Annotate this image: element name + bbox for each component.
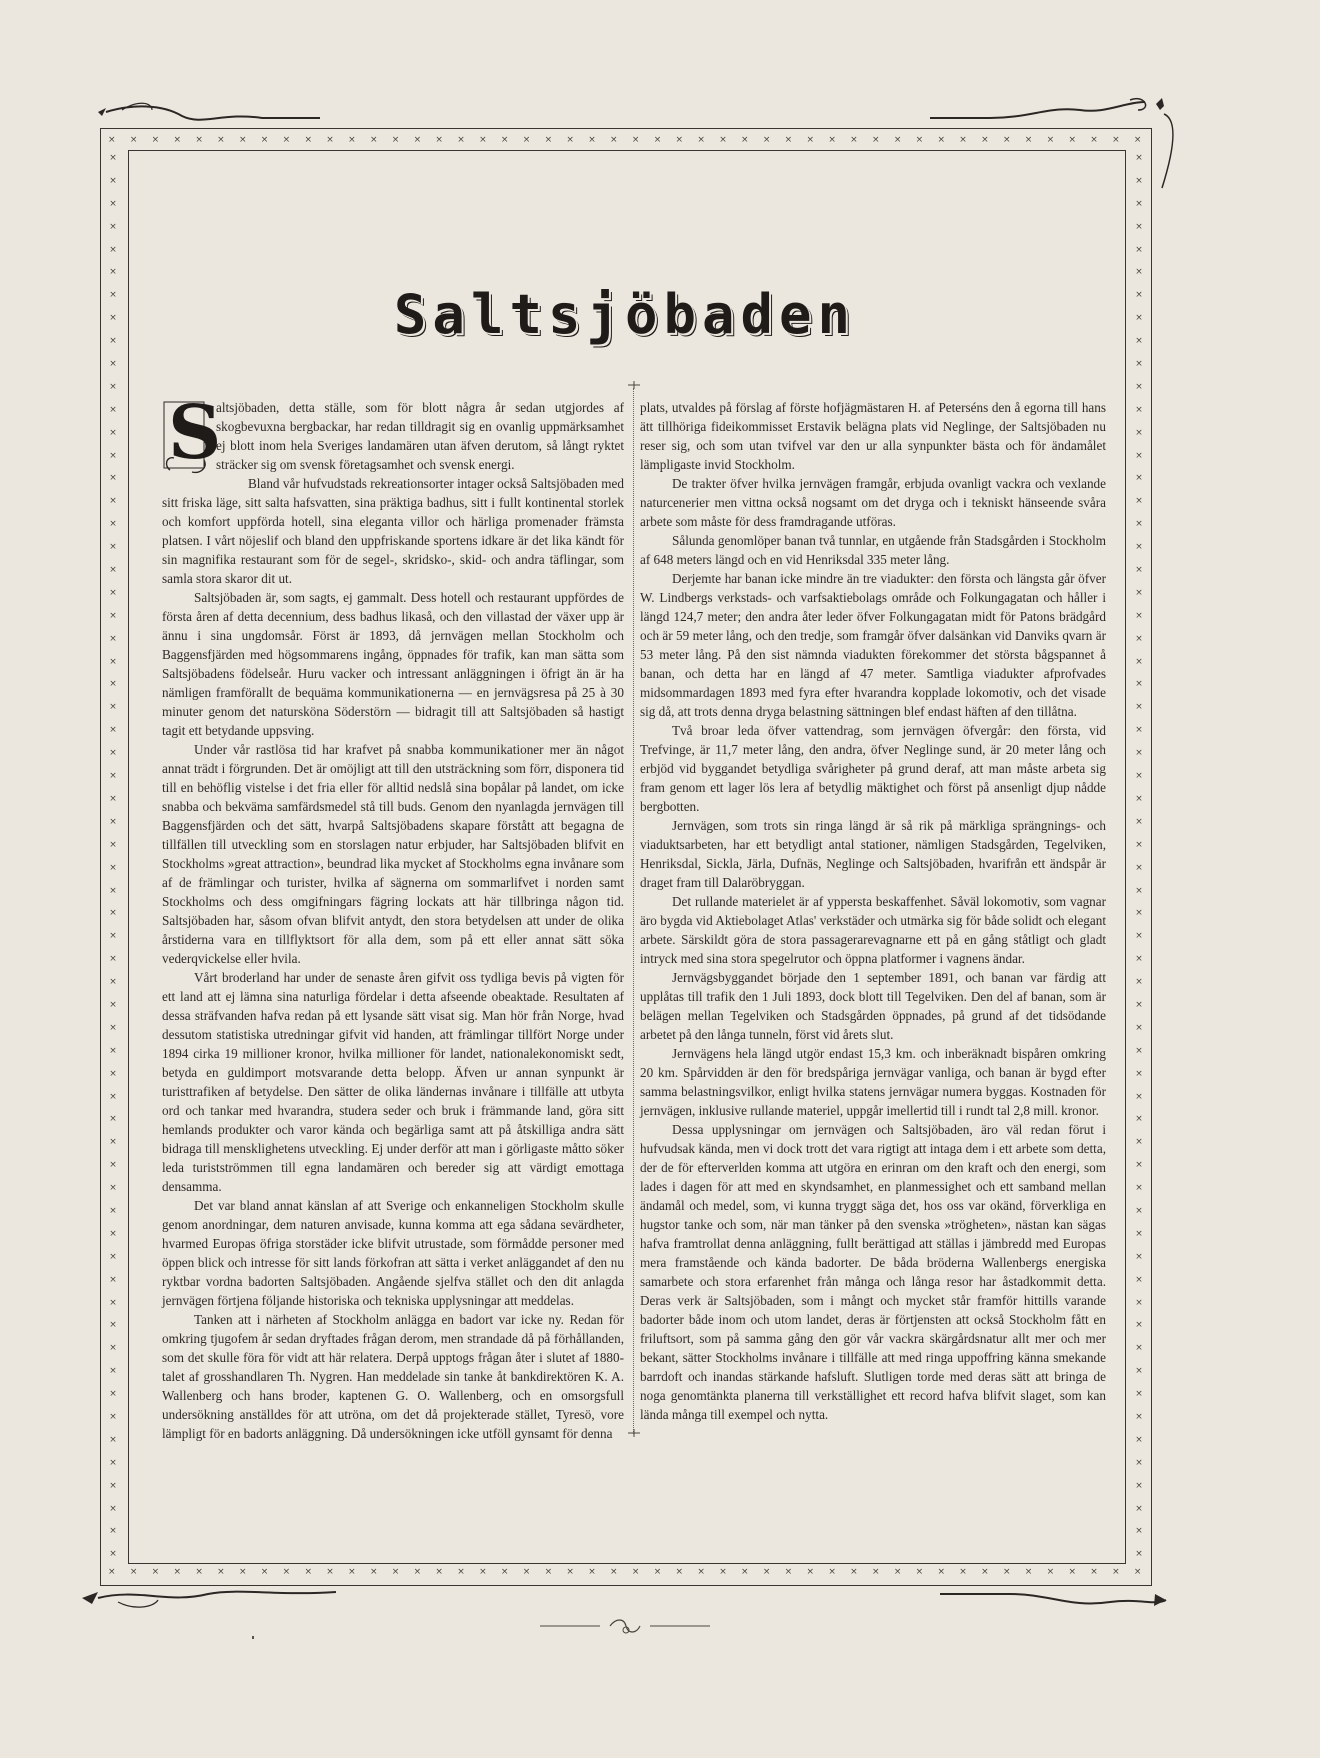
border-x-glyph: × [108,1567,116,1577]
border-x-glyph: × [1135,1411,1143,1422]
border-x-glyph: × [1090,1567,1098,1577]
border-x-glyph: × [1135,1183,1143,1194]
border-x-glyph: × [500,1567,509,1577]
border-x-glyph: × [109,175,117,186]
border-x-glyph: × [522,135,531,145]
border-x-glyph: × [326,1567,334,1577]
border-x-glyph: × [1133,1567,1142,1577]
border-x-glyph: × [610,135,618,145]
border-x-glyph: × [109,610,117,621]
border-x-glyph: × [653,135,662,145]
border-x-glyph: × [697,135,705,145]
border-x-glyph: × [1135,1457,1143,1468]
border-x-glyph: × [1135,885,1143,896]
paragraph: Jernvägens hela längd utgör endast 15,3 km. och inberäknadt bispåren omkring 20 km. Spårvidden är den för bredspåriga jernvägar vanliga, och banan är bygd efter samma belastningsvilkor, enligt hvilka statens jernvägar numera byggas. Kostnaden för jernvägen, inklusive rullande materiel, uppgår imellertid till i rundt tal 2,8 mill. kronor. [640,1046,1106,1118]
border-x-glyph: × [109,542,117,553]
paragraph: Det rullande materielet är af yppersta beskaffenhet. Såväl lokomotiv, som vagnar äro bygda vid Aktiebolaget Atlas' verkstäder och utmärka sig för både solidt och elegant arbete. Särskildt göra de stora passagerarevagnarne ett på en gång ståtligt och gladt intryck med sina stora spegelrutor och öppna platformer i vagnens ändar. [640,894,1106,966]
border-x-glyph: × [1135,1228,1143,1239]
border-x-glyph: × [348,135,356,145]
border-x-glyph: × [108,135,116,145]
border-x-glyph: × [1135,1526,1143,1537]
border-x-glyph: × [109,1228,117,1239]
border-x-glyph: × [1135,702,1143,713]
border-x-glyph: × [109,153,117,163]
border-x-glyph: × [109,519,117,530]
border-x-glyph: × [109,244,117,255]
border-x-glyph: × [1135,633,1143,644]
border-x-glyph: × [260,1567,269,1577]
border-x-glyph: × [1112,1567,1120,1577]
paragraph: Under vår rastlösa tid har krafvet på snabba kommunikationer mer än något annat trädt i förgrunden. Det är omöjligt att till den utsträckning som förr, disponera tid till en behöflig vistelse i det fria eller för alltid nedslå sina bopålar på landet, om icke snabba och bekväma samfärdsmedel stå till buds. Genom den nyanlagda jernvägen till Baggensfjärden och det sätt, hvarpå Saltsjöbadens skapare förstått att begagna de tillfällen till utveckling som en storslagen natur erbjuder, har Saltsjöbaden blifvit en Stockholms »great attraction», beundrad lika mycket af Stockholms egna invånare som af de främlingar och turister, hvilka af sägnerna om sommarlifvet i norden samt Stockholms och dess omgifningars fägring lockats att här tillbringa någon tid. Saltsjöbaden har, såsom ofvan blifvit antydt, den stora betydelsen att under de olika årstiderna vara en tillflyktsort för alla dem, som på ett eller annat sätt söka vederqvickelse eller hvila. [162,742,624,966]
paragraph: Bland vår hufvudstads rekreationsorter intager också Saltsjöbaden med sitt friska läge, sitt salta hafsvatten, sina präktiga badhus, sitt i fullt kontinental storlek och komfort uppförda hotell, sina eleganta villor och härliga promenader främsta platsen. I vårt nöjeslif och bland den uppfriskande sportens idkare är det lika kändt för sin magnifika restaurant som för de segel-, skridsko-, skid- och andra täflingar, som samla stora skaror dit ut. [162,476,624,586]
border-x-glyph: × [741,1567,749,1577]
border-x-glyph: × [1135,1503,1143,1514]
border-x-glyph: × [893,1567,902,1577]
border-x-glyph: × [109,313,117,324]
paragraph: Jernvägen, som trots sin ringa längd är så rik på märkliga sprängnings- och viaduktsarbeten, har ett betydligt antal stationer, nämligen Stadsgården, Tegelviken, Henriksdal, Sickla, Järla, Dufnäs, Neglinge och Saltsjöbaden, hvarifrån ett ändspår är draget fram till Dalaröbryggan. [640,818,1106,890]
border-x-glyph: × [109,1389,117,1400]
border-x-glyph: × [109,656,117,667]
border-x-glyph: × [588,135,596,145]
dropcap-letter: S [168,390,222,476]
border-x-glyph: × [391,1567,400,1577]
border-x-glyph: × [828,1567,836,1577]
border-x-glyph: × [109,450,117,461]
border-x-glyph: × [915,1567,924,1577]
border-x-glyph: × [1135,1205,1143,1216]
border-x-glyph: × [610,1567,618,1577]
border-x-glyph: × [1135,1022,1143,1033]
border-x-glyph: × [1135,221,1143,232]
border-x-glyph: × [217,135,225,145]
border-x-glyph: × [893,135,902,145]
border-x-glyph: × [1135,587,1143,598]
page-title: Saltsjöbaden [393,283,857,346]
border-x-glyph: × [1135,1251,1143,1262]
paragraph: plats, utvaldes på förslag af förste hofjägmästaren H. af Peterséns den å egorna till hans ätt tillhöriga fideikommisset Erstavik belägna plats vid Neglinge, der Saltsjöbaden nu reser sig, och som utan tvifvel var den ur alla synpunkter bästa och för ändamålet lämpligaste invid Stockholm. [640,400,1106,472]
border-x-glyph: × [282,135,291,145]
bottom-ornament [540,1614,710,1638]
border-x-glyph: × [109,885,117,896]
border-x-glyph: × [435,1567,443,1577]
border-x-glyph: × [282,1567,291,1577]
border-x-glyph: × [1135,1343,1143,1354]
dropcap-initial [162,390,222,476]
paragraph: De trakter öfver hvilka jernvägen framgår, erbjuda ovanligt vackra och vexlande naturcenerier men vittna också nogsamt om det dryga och i tekniskt hänseende svåra arbete som måste för dess framdragande utföras. [640,476,1106,529]
paragraph: Tanken att i närheten af Stockholm anlägga en badort var icke ny. Redan för omkring tjugofem år sedan dryftades frågan derom, men strandade då på förhållanden, som det skulle föra för vidt att här relatera. Derpå upptogs frågan åter i slutet af 1880-talet af grosshandlaren Th. Nygren. Han meddelade sin tanke åt bankdirektören K. A. Wallenberg och hans broder, kaptenen G. O. Wallenberg, och en omsorgsfull undersökning anställdes för att utröna, om det då projekterade stället, Tyresö, vore lämpligt för en badorts anläggning. Då undersökningen icke utföll gynsamt för denna [162,1312,624,1441]
border-x-glyph: × [566,1567,574,1577]
border-x-glyph: × [1135,748,1143,759]
border-pattern-right [1132,154,1146,1560]
border-x-glyph: × [1135,1320,1143,1331]
border-x-glyph: × [1135,359,1143,370]
border-x-glyph: × [631,135,640,145]
border-x-glyph: × [109,702,117,713]
border-x-glyph: × [1135,1434,1143,1445]
border-x-glyph: × [1135,839,1143,850]
border-x-glyph: × [109,1480,117,1491]
border-x-glyph: × [109,290,117,301]
border-x-glyph: × [129,1567,138,1577]
border-x-glyph: × [500,135,509,145]
border-x-glyph: × [588,1567,596,1577]
border-x-glyph: × [129,135,138,145]
border-x-glyph: × [850,135,858,145]
border-x-glyph: × [981,1567,989,1577]
paragraph: Dessa upplysningar om jernvägen och Saltsjöbaden, äro väl redan förut i hufvudsak kända, men vi dock trott det vara rigtigt att intaga dem i ett arbete som detta, der de för efterverlden komma att utgöra en erinran om den kraft och den energi, som lades i dagen för att med en skyndsamhet, en planmessighet och ett samband mellan ändamål och medel, som, vi kunna tryggt säga det, hos oss var okänd, förverkliga en hugstor tanke och som, när man tänker på den svenska »trögheten», nästan kan sägas hafva framtrollat denna anläggning, fullt berättigad att ställas i jämbredd med Europas mera framstående och kända badorter. De båda bröderna Wallenbergs energiska samarbete och stora erfarenhet från många och långa resor har åstadkommit detta. Deras verk är Saltsjöbaden, som i mångt och mycket står framför hittills varande badorter både inom och utom landet, deras är förtjensten att också Stockholm fått en friluftsort, som på samma gång den gör vår vackra skärgårdsnatur allt mer och mer bekant, sätter Stockholms invånare i tillfälle att med ringa uppoffring känna smekande barrdoft och inandas stärkande hafsluft. Slutligen torde med deras sätt att bringa de noga genomtänkta planerna till verkställighet ett record hafva blifvit slaget, som kan lända många till exempel och nytta. [640,1122,1106,1422]
border-x-glyph: × [304,135,312,145]
border-x-glyph: × [1135,519,1143,530]
border-x-glyph: × [1135,1091,1143,1102]
border-x-glyph: × [1135,427,1143,438]
border-x-glyph: × [109,1137,117,1148]
border-x-glyph: × [1135,175,1143,186]
border-x-glyph: × [937,1567,946,1577]
border-x-glyph: × [784,135,793,145]
border-x-glyph: × [109,473,117,484]
border-x-glyph: × [413,1567,422,1577]
border-x-glyph: × [109,839,117,850]
border-x-glyph: × [1135,542,1143,553]
border-x-glyph: × [109,1366,117,1377]
border-x-glyph: × [109,816,117,827]
border-x-glyph: × [479,1567,487,1577]
border-x-glyph: × [1135,1160,1143,1171]
border-x-glyph: × [1135,999,1143,1010]
border-x-glyph: × [109,1114,117,1125]
border-x-glyph: × [109,1205,117,1216]
paragraph: Det var bland annat känslan af att Sverige och enkanneligen Stockholm skulle genom anordningar, dem naturen anvisade, kunna komma att ega sådana sevärdheter, hvarmed Europas öfriga storstäder icke blifvit utrustade, som förmådde personer med öppen blick och intresse för sitt lands förkofran att sätta i verket anläggandet af den nu ryktbar vordna badorten Saltsjöbaden. Angående sjelfva stället och den dit anlagda jernvägen förtjena följande historiska och tekniska upplysningar att meddelas. [162,1198,624,1308]
border-x-glyph: × [109,565,117,576]
border-x-glyph: × [109,1160,117,1171]
border-x-glyph: × [1135,793,1143,804]
border-x-glyph: × [1046,1567,1055,1577]
border-x-glyph: × [544,1567,553,1577]
border-x-glyph: × [109,931,117,942]
border-x-glyph: × [1135,336,1143,347]
border-x-glyph: × [109,999,117,1010]
border-x-glyph: × [109,359,117,370]
border-x-glyph: × [195,135,203,145]
border-x-glyph: × [109,381,117,392]
divider-bottom-ornament [626,1428,642,1438]
border-x-glyph: × [109,1183,117,1194]
border-x-glyph: × [1046,135,1055,145]
border-x-glyph: × [109,1091,117,1102]
border-x-glyph: × [391,135,400,145]
border-x-glyph: × [762,1567,771,1577]
border-x-glyph: × [1135,153,1143,163]
border-x-glyph: × [109,1251,117,1262]
paragraph: Jernvägsbyggandet började den 1 september 1891, och banan var färdig att upplåtas till trafik den 1 Juli 1893, dock blott till Tegelviken. Den del af banan, som är belägen mellan Tegelviken och Stadsgården öppnades, på grund af det tidsödande arbetet på den långa tunneln, först vid årets slut. [640,970,1106,1042]
paragraph: Vårt broderland har under de senaste åren gifvit oss tydliga bevis på vigten för ett land att ej lämna sina naturliga fördelar i detta afseende obeaktade. Resultaten af dessa sträfvanden hafva redan på ett lysande sätt visat sig. Man hör från Norge, hvad dessutom statistiska utredningar gifvit vid handen, att främlingar tillfört Norge under 1894 cirka 19 millioner kronor, hvilka millioner för landet, nationalekonomiskt sedt, betyda en guldimport motsvarande detta belopp. Äfven ur annan synpunkt är turisttrafiken af betydelse. Den sätter de olika ländernas invånare i tillfälle att utbyta ord och tankar med hvarandra, studera seder och bruk i främmande land, göra sitt hemlands produkter och varor kända och begärliga samt att på åtskilliga andra sätt bidraga till mensklighetens utveckling. Ej under derför att man i görligaste måtto söker leda turistströmmen till egna landamären och bereder sig att värdigt emottaga densamma. [162,970,624,1194]
border-x-glyph: × [937,135,946,145]
border-x-glyph: × [981,135,989,145]
border-x-glyph: × [1135,610,1143,621]
border-x-glyph: × [1135,679,1143,690]
border-x-glyph: × [1135,473,1143,484]
border-x-glyph: × [457,1567,465,1577]
border-x-glyph: × [1135,450,1143,461]
border-x-glyph: × [109,1526,117,1537]
border-x-glyph: × [1135,244,1143,255]
border-x-glyph: × [1135,404,1143,415]
border-x-glyph: × [653,1567,662,1577]
border-x-glyph: × [109,679,117,690]
border-x-glyph: × [1068,1567,1076,1577]
border-x-glyph: × [109,862,117,873]
border-x-glyph: × [1135,1366,1143,1377]
column-divider [633,388,635,1434]
border-x-glyph: × [348,1567,356,1577]
border-x-glyph: × [173,135,182,145]
border-x-glyph: × [1135,725,1143,736]
border-x-glyph: × [1135,565,1143,576]
top-right-flourish [930,96,1170,130]
border-x-glyph: × [109,633,117,644]
border-x-glyph: × [1135,1114,1143,1125]
border-x-glyph: × [413,135,422,145]
border-x-glyph: × [1135,1389,1143,1400]
border-x-glyph: × [109,1411,117,1422]
border-x-glyph: × [1024,135,1033,145]
border-x-glyph: × [566,135,574,145]
border-x-glyph: × [522,1567,531,1577]
border-x-glyph: × [1135,1045,1143,1056]
border-x-glyph: × [109,1549,117,1560]
border-x-glyph: × [1135,1274,1143,1285]
border-x-glyph: × [109,1274,117,1285]
border-x-glyph: × [369,1567,378,1577]
border-x-glyph: × [109,1045,117,1056]
top-left-flourish [92,98,322,128]
border-x-glyph: × [1135,977,1143,988]
paragraph: Derjemte har banan icke mindre än tre viadukter: den första och längsta går öfver W. Lindbergs verkstads- och varfsaktiebolags område och Folkungagatan och håller i längd 124,7 meter; den andra åter leder öfver Folkungagatan midt för Patons brädgård och är 59 meter lång, och den tredje, som framgår öfver dalsänkan vid Danviks qvarn är 53 meter lång. På den sist nämnda viadukten förekommer det största bågspannet å banan, och detta har en längd af 47 meter. Samtliga viadukter afprofvades midsommardagen 1893 med fyra efter hvarandra kopplade lokomotiv, och det visade sig då, att trots denna dryga belastning sättningen blef endast häften af den tillåtna. [640,571,1106,719]
border-x-glyph: × [109,1022,117,1033]
border-x-glyph: × [109,1320,117,1331]
bottom-left-flourish [78,1584,338,1614]
border-x-glyph: × [675,1567,684,1577]
border-x-glyph: × [151,135,160,145]
paragraph: Två broar leda öfver vattendrag, som jernvägen öfvergår: den första, vid Trefvinge, är 11,7 meter lång, den andra, öfver Neglinge sund, är 20 meter lång och erbjöd vid byggandet betydliga svårigheter på grund deraf, att man måste arbeta sig fram genom ett lager lös lera af betydlig mäktighet och först på ansenligt djup nådde bergbotten. [640,723,1106,814]
border-x-glyph: × [1135,1480,1143,1491]
border-x-glyph: × [109,1503,117,1514]
border-x-glyph: × [238,135,247,145]
border-x-glyph: × [109,793,117,804]
border-x-glyph: × [109,771,117,782]
border-x-glyph: × [173,1567,182,1577]
border-x-glyph: × [675,135,684,145]
border-x-glyph: × [1135,381,1143,392]
border-x-glyph: × [109,1434,117,1445]
border-x-glyph: × [260,135,269,145]
paragraph: altsjöbaden, detta ställe, som för blott några år sedan utgjordes af skogbevuxna bergbackar, har redan tilldragit sig en ovanlig uppmärksamhet ej blott inom hela Sveriges landamären utan äfven derutom, så långt ryktet sträcker sig om svensk företagsamhet och svensk energi. [216,400,624,472]
border-x-glyph: × [871,1567,880,1577]
border-pattern-bottom [108,1568,1142,1577]
border-x-glyph: × [1135,908,1143,919]
border-x-glyph: × [806,135,815,145]
border-x-glyph: × [109,1343,117,1354]
border-x-glyph: × [109,427,117,438]
border-x-glyph: × [1135,816,1143,827]
border-x-glyph: × [479,135,487,145]
border-x-glyph: × [1135,656,1143,667]
page-speck [252,1636,254,1639]
border-x-glyph: × [850,1567,858,1577]
border-x-glyph: × [959,1567,967,1577]
border-pattern-left [106,154,120,1560]
border-x-glyph: × [109,1068,117,1079]
border-x-glyph: × [806,1567,815,1577]
border-x-glyph: × [435,135,443,145]
border-x-glyph: × [697,1567,705,1577]
border-x-glyph: × [719,1567,727,1577]
border-x-glyph: × [109,404,117,415]
border-x-glyph: × [151,1567,160,1577]
right-column [640,398,1106,1424]
border-x-glyph: × [871,135,880,145]
border-x-glyph: × [109,267,117,278]
border-x-glyph: × [457,135,465,145]
left-column [162,390,624,1443]
border-x-glyph: × [1135,496,1143,507]
border-x-glyph: × [217,1567,225,1577]
border-x-glyph: × [1024,1567,1033,1577]
paragraph: Sålunda genomlöper banan två tunnlar, en utgående från Stadsgården i Stockholm af 648 meters längd och en vid Henriksdal 335 meter lång. [640,533,1106,567]
border-x-glyph: × [304,1567,312,1577]
border-x-glyph: × [109,725,117,736]
border-x-glyph: × [1002,135,1011,145]
border-x-glyph: × [109,954,117,965]
border-x-glyph: × [109,198,117,209]
border-x-glyph: × [631,1567,640,1577]
border-x-glyph: × [1068,135,1076,145]
border-x-glyph: × [109,748,117,759]
border-x-glyph: × [109,587,117,598]
border-x-glyph: × [1133,135,1142,145]
border-x-glyph: × [741,135,749,145]
border-x-glyph: × [195,1567,203,1577]
border-x-glyph: × [109,336,117,347]
border-x-glyph: × [109,977,117,988]
border-x-glyph: × [238,1567,247,1577]
right-corner-curl [1150,110,1180,190]
border-x-glyph: × [1135,267,1143,278]
border-x-glyph: × [544,135,553,145]
border-x-glyph: × [109,221,117,232]
border-x-glyph: × [109,1297,117,1308]
border-x-glyph: × [1135,198,1143,209]
border-x-glyph: × [1135,954,1143,965]
border-x-glyph: × [1135,931,1143,942]
border-x-glyph: × [1135,1137,1143,1148]
border-x-glyph: × [959,135,967,145]
border-x-glyph: × [369,135,378,145]
border-x-glyph: × [1135,1549,1143,1560]
border-x-glyph: × [719,135,727,145]
border-x-glyph: × [1135,290,1143,301]
border-x-glyph: × [828,135,836,145]
bottom-right-flourish [940,1584,1170,1618]
border-x-glyph: × [784,1567,793,1577]
border-x-glyph: × [1135,862,1143,873]
border-x-glyph: × [762,135,771,145]
border-x-glyph: × [326,135,334,145]
border-x-glyph: × [915,135,924,145]
border-x-glyph: × [1002,1567,1011,1577]
border-x-glyph: × [109,908,117,919]
paragraph: Saltsjöbaden är, som sagts, ej gammalt. Dess hotell och restaurant uppfördes de första åren af detta decennium, dess badhus likaså, och den villastad der växer upp är ännu i sina ungdomsår. Först är 1893, då jernvägen mellan Stockholm och Baggensfjärden med högsommarens ingång, öppnades för trafik, kan man sätta som Saltsjöbadens födelseår. Huru vacker och intressant anläggningen i öfrigt än är ha nämligen framförallt de bequäma kommunikationerna — en jernvägsresa på 25 à 30 minuter genom det natursköna Söderstörn — bidragit till att Saltsjöbaden så hastigt tagit ett betydande uppsving. [162,590,624,738]
border-x-glyph: × [1090,135,1098,145]
border-x-glyph: × [1135,1068,1143,1079]
border-pattern-top [108,136,1142,145]
border-x-glyph: × [109,1457,117,1468]
border-x-glyph: × [1135,771,1143,782]
border-x-glyph: × [109,496,117,507]
border-x-glyph: × [1135,313,1143,324]
border-x-glyph: × [1112,135,1120,145]
border-x-glyph: × [1135,1297,1143,1308]
